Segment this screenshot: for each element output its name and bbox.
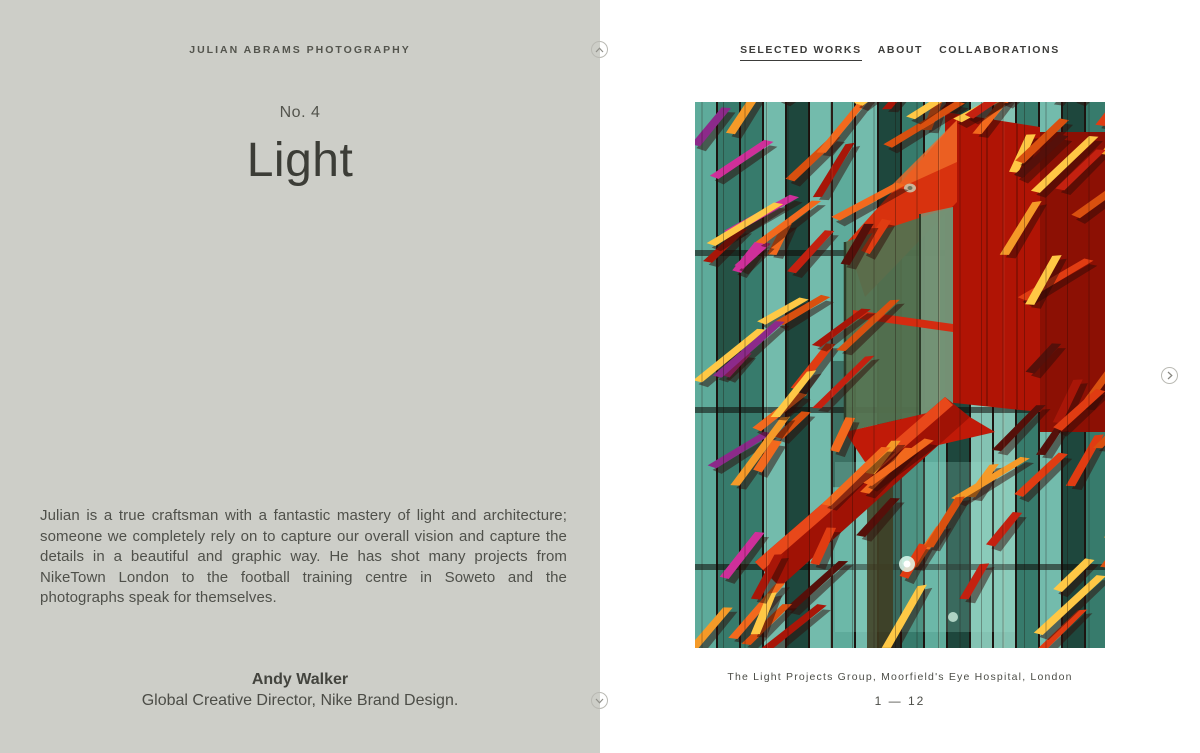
nav-selected-works[interactable]: SELECTED WORKS [740, 44, 862, 61]
gallery-panel [600, 0, 1200, 753]
brand[interactable]: JULIAN ABRAMS PHOTOGRAPHY [189, 44, 411, 56]
gallery-photo[interactable] [695, 102, 1105, 648]
chevron-up-icon [595, 47, 604, 53]
attribution-name: Andy Walker [251, 671, 349, 688]
nav-about[interactable]: ABOUT [877, 44, 924, 56]
attribution-role: Global Creative Director, Nike Brand Design. [141, 692, 459, 709]
testimonial-quote: Julian is a true craftsman with a fantastic mastery of light and architecture; someone we completely rely on to capture our overall vision and capture the details in a beautiful and graphic way. He has shot many projects from NikeTown London to the football training centre in Soweto and the photographs speak for themselves. [40, 507, 567, 607]
work-number: No. 4 [279, 104, 321, 121]
work-title: Light [246, 134, 354, 187]
photo-caption: The Light Projects Group, Moorfield's Eye Hospital, London [727, 671, 1073, 683]
chevron-right-icon [1167, 371, 1173, 380]
scroll-down-button[interactable] [591, 692, 608, 709]
chevron-down-icon [595, 698, 604, 704]
scroll-up-button[interactable] [591, 41, 608, 58]
next-image-button[interactable] [1161, 367, 1178, 384]
facade-photo-art [695, 102, 1105, 648]
main-nav [600, 44, 1200, 61]
page-indicator: 1 — 12 [874, 694, 926, 708]
attribution [0, 670, 600, 711]
nav-collaborations[interactable]: COLLABORATIONS [939, 44, 1060, 56]
